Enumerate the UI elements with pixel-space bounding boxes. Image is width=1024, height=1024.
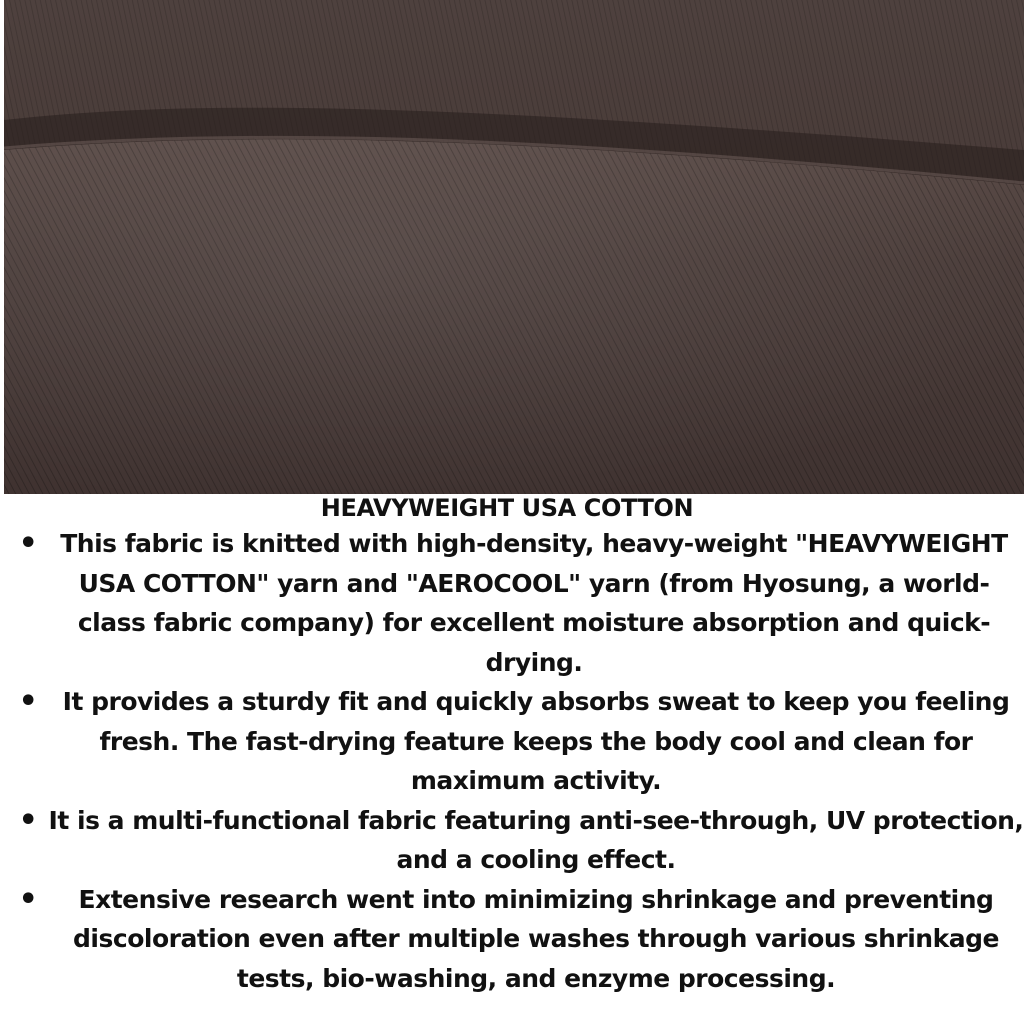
feature-list — [0, 524, 1024, 998]
section-heading: HEAVYWEIGHT USA COTTON — [320, 494, 694, 522]
feature-text: It provides a sturdy fit and quickly absorbs sweat to keep you feeling fresh. The fast-drying feature keeps the body cool and clean for maximum activity. — [62, 687, 1010, 795]
fabric-photo — [4, 0, 1024, 494]
feature-text: This fabric is knitted with high-density, heavy-weight "HEAVYWEIGHT USA COTTON" yarn and "AEROCOOL" yarn (from Hyosung, a world-class fabric company) for excellent moisture absorption and quick-drying. — [60, 529, 1008, 677]
bullet-marker: • — [18, 802, 38, 838]
feature-text: It is a multi-functional fabric featuring anti-see-through, UV protection, and a cooling effect. — [48, 805, 1024, 874]
bullet-marker: • — [18, 881, 38, 917]
fabric-description — [0, 492, 1024, 1024]
bullet-marker: • — [18, 684, 38, 719]
feature-text: Extensive research went into minimizing shrinkage and preventing discoloration even after multiple washes through various shrinkage tests, bio-washing, and enzyme processing. — [73, 884, 999, 993]
feature-item — [0, 524, 1024, 682]
feature-item — [0, 801, 1024, 880]
bullet-marker: • — [18, 526, 38, 561]
feature-item — [0, 880, 1024, 999]
feature-item — [0, 682, 1024, 801]
